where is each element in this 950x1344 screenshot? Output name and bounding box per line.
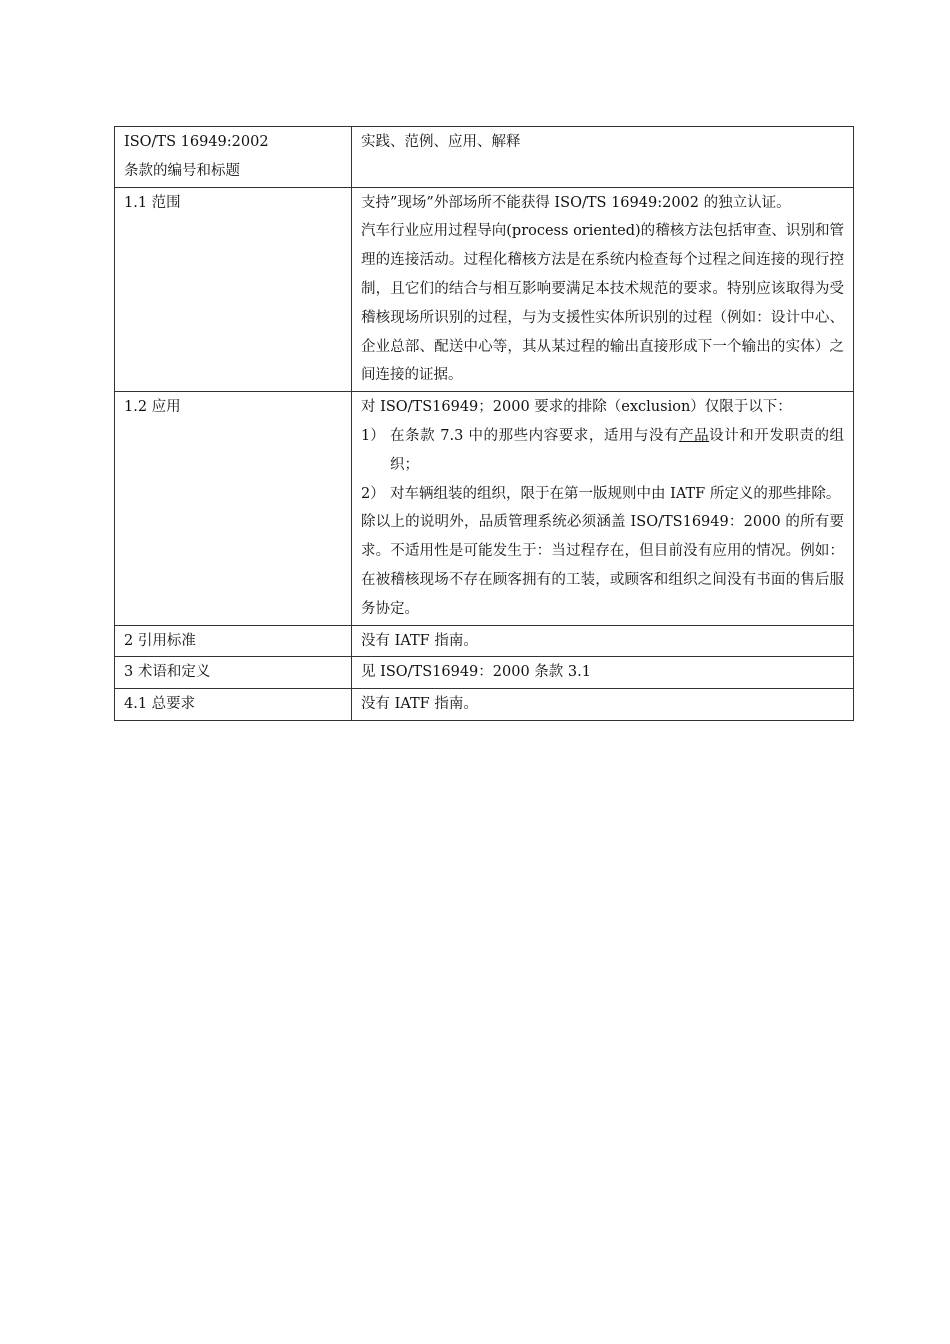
list-item-number: 2） — [361, 485, 385, 502]
list-item-text: 在条款 7.3 中的那些内容要求，适用与没有 — [390, 427, 680, 444]
table-header-row — [115, 127, 854, 188]
table-row — [115, 187, 854, 392]
guidance-intro: 对 ISO/TS16949；2000 要求的排除（exclusion）仅限于以下： — [361, 399, 792, 416]
header-guidance-cell — [352, 127, 854, 188]
guidance-paragraph: 支持”现场”外部场所不能获得 ISO/TS 16949:2002 的独立认证。 — [361, 194, 791, 211]
clause-label: 1.2 应用 — [124, 399, 181, 416]
clause-cell — [115, 625, 352, 657]
clause-label: 3 术语和定义 — [124, 664, 211, 681]
guidance-cell — [352, 689, 854, 721]
table-row — [115, 392, 854, 625]
list-item-number: 1） — [361, 427, 385, 444]
list-item-underlined-term: 产品 — [679, 427, 710, 444]
list-item-text: 对车辆组装的组织，限于在第一版规则中由 IATF 所定义的那些排除。 — [390, 485, 841, 502]
iatf-guidance-table — [114, 126, 854, 721]
table-row — [115, 625, 854, 657]
guidance-text: 没有 IATF 指南。 — [361, 632, 478, 649]
guidance-cell — [352, 657, 854, 689]
table-row — [115, 657, 854, 689]
guidance-paragraph: 汽车行业应用过程导向(process oriented)的稽核方法包括审查、识别和管理的连接活动。过程化稽核方法是在系统内检查每个过程之间连接的现行控制，且它们的结合与相互影响要满足本技术规范的要求。特别应该取得为受稽核现场所识别的过程，与为支援性实体所识别的过程（例如：设计中心、企业总部、配送中心等，其从某过程的输出直接形成下一个输出的实体）之间连接的证据。 — [361, 223, 844, 384]
guidance-paragraph: 除以上的说明外，品质管理系统必须涵盖 ISO/TS16949：2000 的所有要求。不适用性是可能发生于：当过程存在，但目前没有应用的情况。例如：在被稽核现场不存在顾客拥有的工装，或顾客和组织之间没有书面的售后服务协定。 — [361, 514, 844, 617]
guidance-text: 见 ISO/TS16949：2000 条款 3.1 — [361, 664, 591, 681]
clause-cell — [115, 657, 352, 689]
list-item — [361, 422, 844, 480]
guidance-cell — [352, 625, 854, 657]
list-item-text-end: 设计和开发职责的组织； — [390, 427, 845, 473]
clause-label: 4.1 总要求 — [124, 696, 196, 713]
header-guidance-title: 实践、范例、应用、解释 — [361, 134, 521, 150]
list-item — [361, 480, 844, 509]
guidance-cell — [352, 187, 854, 392]
clause-cell — [115, 689, 352, 721]
guidance-text: 没有 IATF 指南。 — [361, 696, 478, 713]
header-clause-cell — [115, 127, 352, 188]
header-standard-line: ISO/TS 16949:2002 — [124, 134, 269, 150]
guidance-cell — [352, 392, 854, 625]
table-row — [115, 689, 854, 721]
clause-cell — [115, 392, 352, 625]
header-clause-title-line: 条款的编号和标题 — [124, 162, 240, 179]
clause-label: 2 引用标准 — [124, 632, 196, 649]
clause-label: 1.1 范围 — [124, 194, 181, 211]
clause-cell — [115, 187, 352, 392]
